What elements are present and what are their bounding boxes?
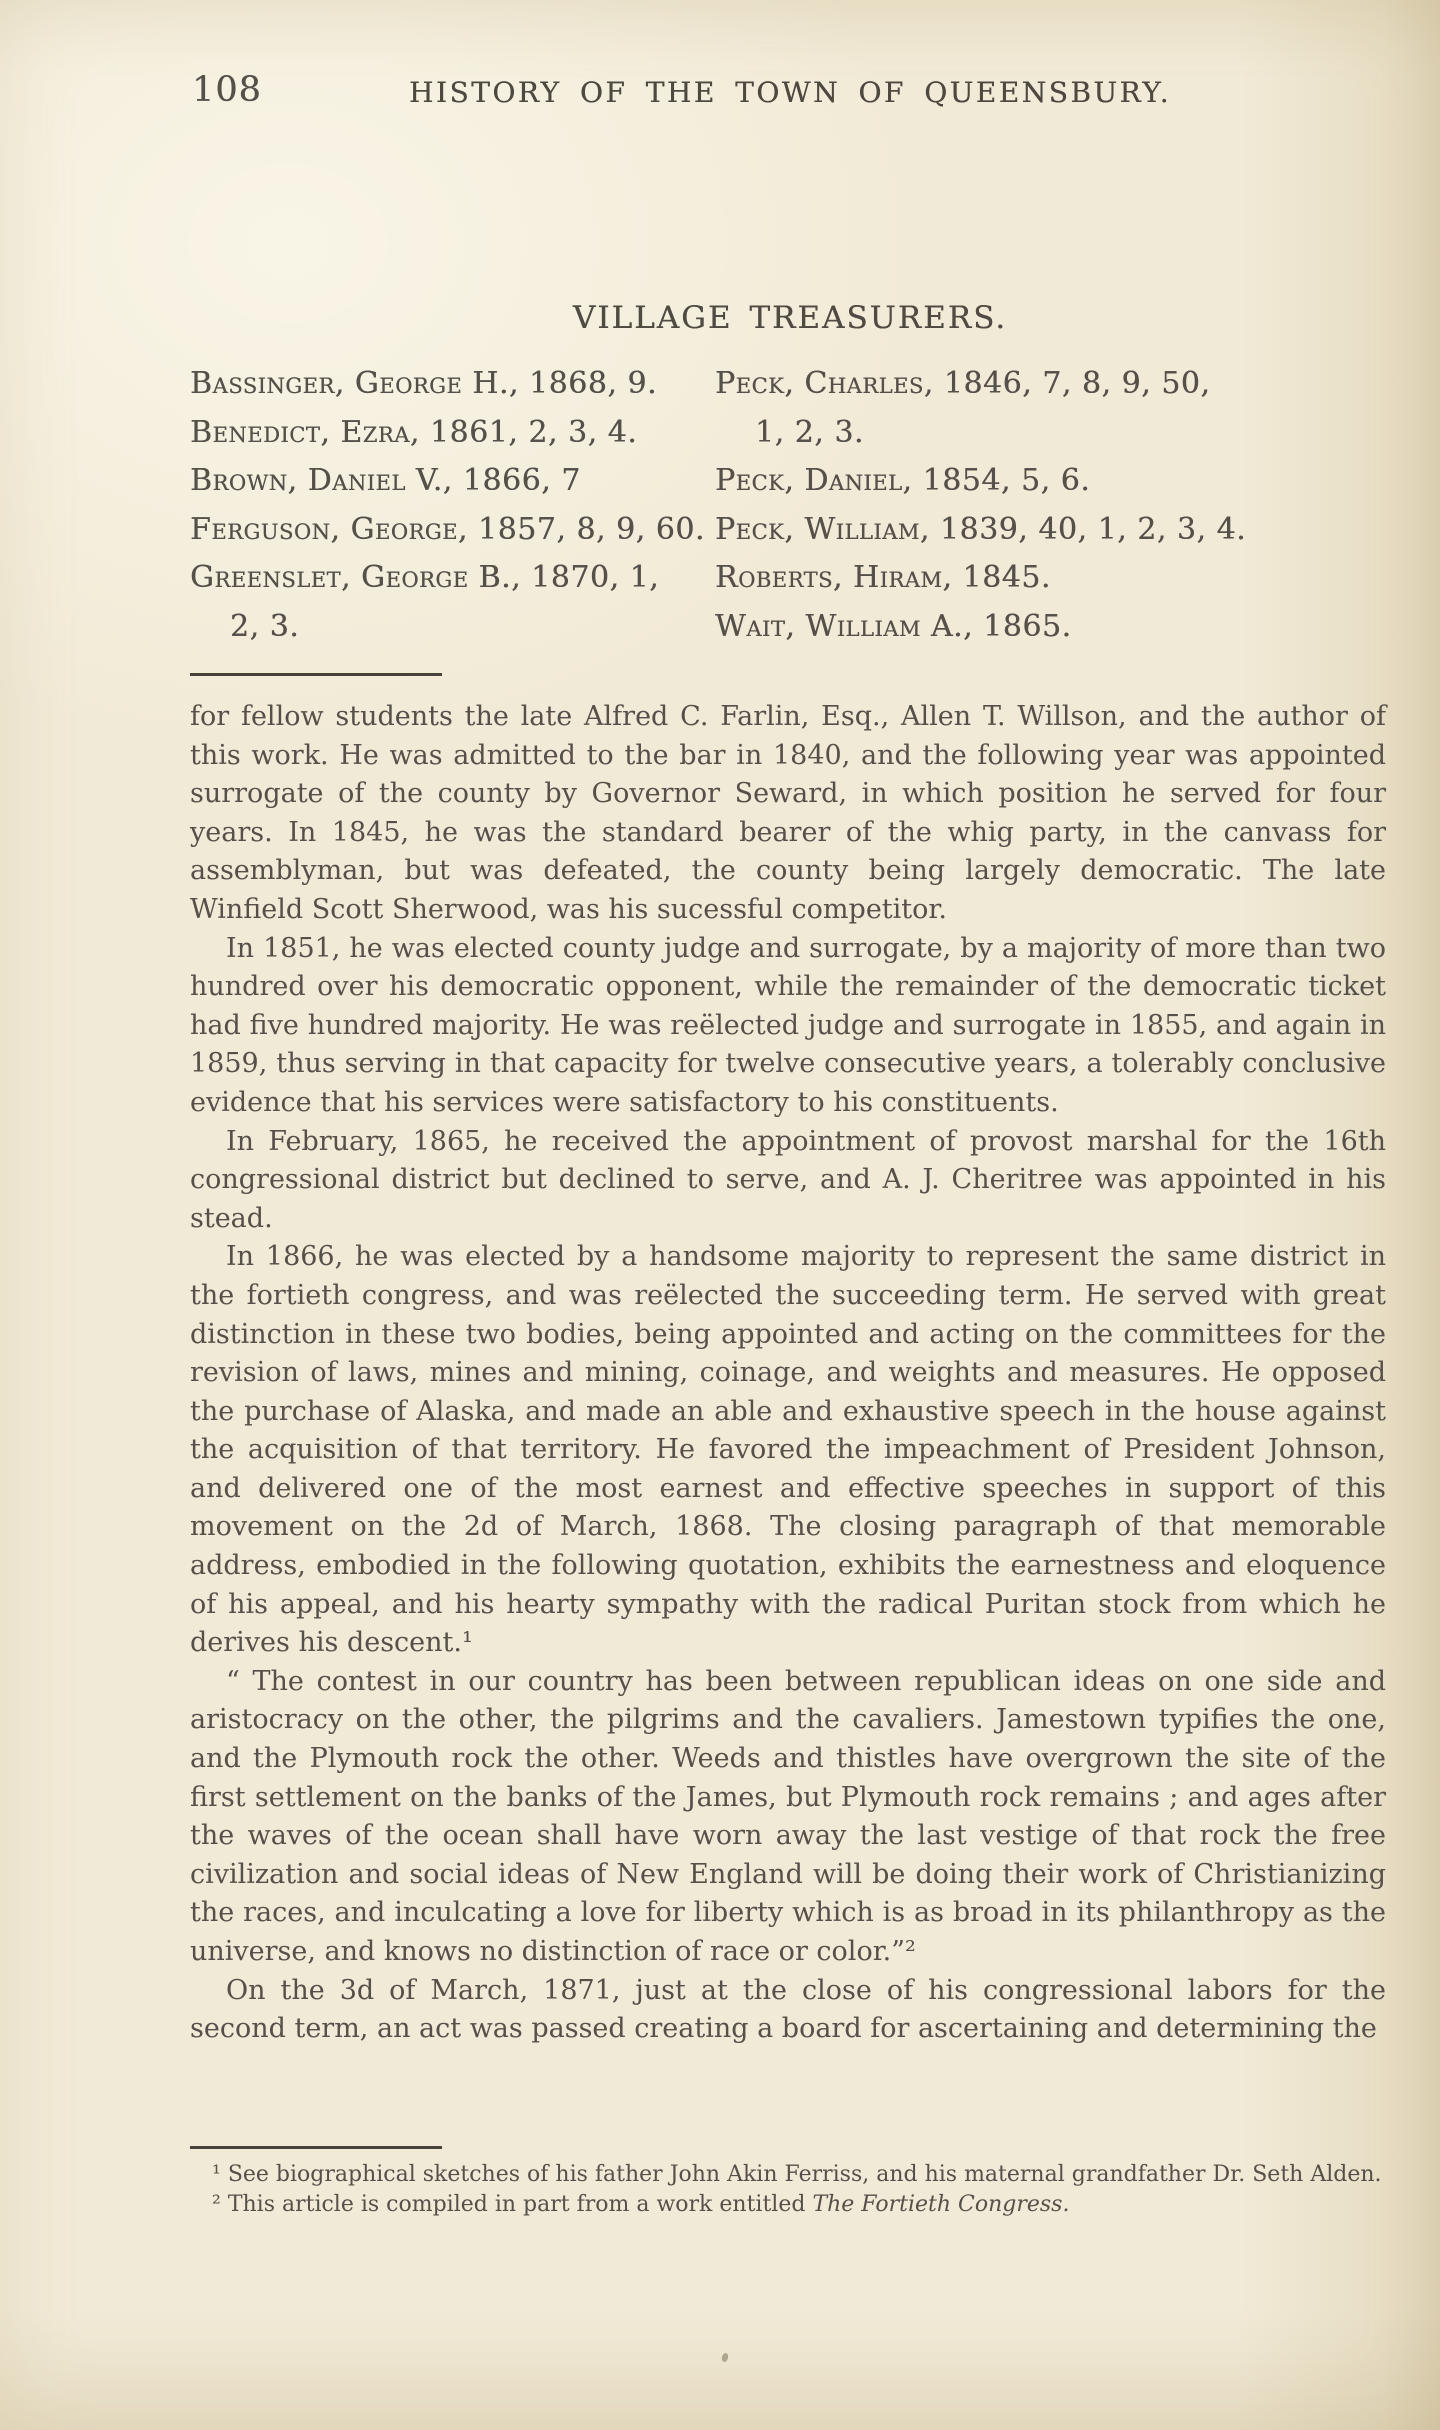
treasurer-entry: Brown, Daniel V., 1866, 7 [190,463,581,498]
treasurer-entry: Peck, Daniel, 1854, 5, 6. [715,463,1091,498]
page-number: 108 [192,70,262,110]
body-paragraph: In 1866, he was elected by a handsome majority to represent the same district in the fortieth congress, and was reëlected the succeeding term. He served with great distinction in these two bodies, being appointed and acting on the committees for the revision of laws, mines and mining, coinage, and weights and measures. He opposed the purchase of Alaska, and made an able and exhaustive speech in the house against the acquisition of that territory. He favored the impeachment of President Johnson, and delivered one of the most earnest and effective speeches in support of this movement on the 2d of March, 1868. The closing paragraph of that memorable address, embodied in the following quotation, exhibits the earnestness and eloquence of his appeal, and his hearty sympathy with the radical Puritan stock from which he derives his descent.¹ [190,1241,1386,1659]
section-title: VILLAGE TREASURERS. [572,300,1008,336]
body-paragraph: for fellow students the late Alfred C. Farlin, Esq., Allen T. Willson, and the author of this work. He was admitted to the bar in 1840, and the following year was appointed surrogate of the county by Governor Seward, in which position he served for four years. In 1845, he was the standard bearer of the whig party, in the canvass for assemblyman, but was defeated, the county being largely democratic. The late Winfield Scott Sherwood, was his sucessful competitor. [190,701,1386,925]
treasurer-entry: Peck, William, 1839, 40, 1, 2, 3, 4. [715,511,1247,547]
treasurers-left-column [190,360,705,651]
village-treasurers-list [190,360,1390,660]
footnote-rule [190,2146,442,2149]
body-paragraph: In February, 1865, he received the appointment of provost marshal for the 16th congressional district but declined to serve, and A. J. Cheritree was appointed in his stead. [190,1125,1386,1234]
body-paragraph: In 1851, he was elected county judge and surrogate, by a majority of more than two hundred over his democratic opponent, while the remainder of the democratic ticket had five hundred majority. He was reëlected judge and surrogate in 1855, and again in 1859, thus serving in that capacity for twelve consecutive years, a tolerably conclusive evidence that his services were satisfactory to his constituents. [190,932,1386,1118]
treasurer-entry-continuation: 1, 2, 3. [755,414,864,450]
treasurer-entry: Peck, Charles, 1846, 7, 8, 9, 50, [715,366,1211,401]
footnote-2 [190,2190,1386,2220]
treasurer-entry: Greenslet, George B., 1870, 1, [190,560,660,595]
ink-speck [721,2352,729,2362]
body-paragraph-quotation: “ The contest in our country has been between republican ideas on one side and aristocracy on the other, the pilgrims and the cavaliers. Jamestown typifies the one, and the Plymouth rock the other. Weeds and thistles have overgrown the site of the first settlement on the banks of the James, but Plymouth rock remains ; and ages after the waves of the ocean shall have worn away the last vestige of that rock the free civilization and social ideas of New England will be doing their work of Christianizing the races, and inculcating a love for liberty which is as broad in its philanthropy as the universe, and knows no distinction of race or color.”² [190,1665,1386,1967]
footnote-1: ¹ See biographical sketches of his father John Akin Ferriss, and his maternal grandfather Dr. Seth Alden. [212,2162,1382,2187]
treasurer-entry: Benedict, Ezra, 1861, 2, 3, 4. [190,414,638,450]
treasurer-entry: Roberts, Hiram, 1845. [715,560,1051,595]
treasurers-right-column [715,360,1390,651]
body-text [190,698,1386,2049]
treasurer-entry-continuation: 2, 3. [230,608,300,644]
body-paragraph: On the 3d of March, 1871, just at the close of his congressional labors for the second term, an act was passed creating a board for ascertaining and determining the [190,1974,1386,2045]
running-title: HISTORY OF THE TOWN OF QUEENSBURY. [409,76,1171,109]
footnote-2-text: ² This article is compiled in part from a work entitled [212,2191,813,2217]
treasurer-entry: Bassinger, George H., 1868, 9. [190,366,658,401]
treasurer-entry: Wait, William A., 1865. [715,608,1072,644]
footnotes [190,2160,1386,2219]
section-divider-rule [190,673,442,676]
footnote-2-cited-work: The Fortieth Congress. [812,2191,1070,2217]
treasurer-entry: Ferguson, George, 1857, 8, 9, 60. [190,511,705,547]
